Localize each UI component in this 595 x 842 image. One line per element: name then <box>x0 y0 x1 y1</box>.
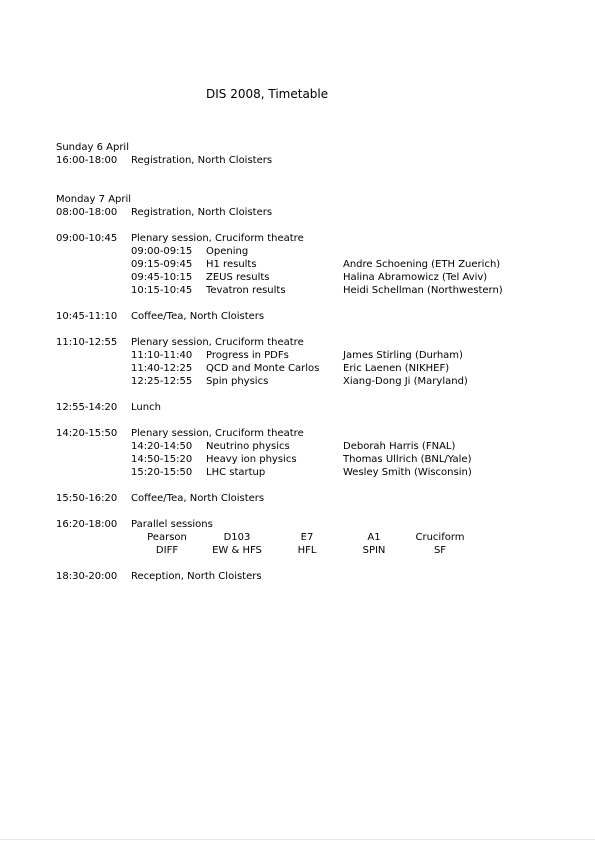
parallel-session: HFL <box>297 545 317 556</box>
entry-text: Plenary session, Cruciform theatre <box>131 233 304 244</box>
entry-text: Coffee/Tea, North Cloisters <box>131 493 265 504</box>
parallel-session: DIFF <box>155 545 179 556</box>
talk-speaker: Xiang-Dong Ji (Maryland) <box>343 376 468 387</box>
parallel-session: EW & HFS <box>212 545 262 556</box>
talk-title: Tevatron results <box>206 285 286 296</box>
parallel-room: E7 <box>300 532 314 543</box>
entry-time: 10:45-11:10 <box>56 311 118 322</box>
entry-time: 18:30-20:00 <box>56 571 118 582</box>
talk-speaker: Deborah Harris (FNAL) <box>343 441 456 452</box>
entry-text: Reception, North Cloisters <box>131 571 262 582</box>
talk-title: LHC startup <box>206 467 266 478</box>
talk-time: 12:25-12:55 <box>131 376 193 387</box>
entry-time: 16:20-18:00 <box>56 519 118 530</box>
entry-text: Plenary session, Cruciform theatre <box>131 337 304 348</box>
talk-speaker: Halina Abramowicz (Tel Aviv) <box>343 272 488 283</box>
parallel-room: Pearson <box>147 532 187 543</box>
entry-text: Coffee/Tea, North Cloisters <box>131 311 265 322</box>
entry-time: 14:20-15:50 <box>56 428 118 439</box>
talk-time: 14:50-15:20 <box>131 454 193 465</box>
page-bottom-edge <box>0 839 595 840</box>
day-heading-sunday: Sunday 6 April <box>56 142 129 153</box>
talk-title: Progress in PDFs <box>206 350 289 361</box>
parallel-session: SPIN <box>362 545 386 556</box>
entry-text: Plenary session, Cruciform theatre <box>131 428 304 439</box>
parallel-room: D103 <box>223 532 251 543</box>
entry-text: Parallel sessions <box>131 519 213 530</box>
talk-time: 15:20-15:50 <box>131 467 193 478</box>
talk-speaker: Wesley Smith (Wisconsin) <box>343 467 472 478</box>
talk-title: Opening <box>206 246 249 257</box>
talk-time: 11:10-11:40 <box>131 350 193 361</box>
talk-title: Spin physics <box>206 376 269 387</box>
entry-time: 11:10-12:55 <box>56 337 118 348</box>
day-heading-monday: Monday 7 April <box>56 194 132 205</box>
entry-time: 09:00-10:45 <box>56 233 118 244</box>
page-title: DIS 2008, Timetable <box>206 87 329 101</box>
entry-time: 15:50-16:20 <box>56 493 118 504</box>
talk-title: Heavy ion physics <box>206 454 297 465</box>
parallel-room: Cruciform <box>415 532 465 543</box>
talk-time: 09:00-09:15 <box>131 246 193 257</box>
talk-speaker: Thomas Ullrich (BNL/Yale) <box>343 454 472 465</box>
talk-title: ZEUS results <box>206 272 270 283</box>
talk-speaker: Heidi Schellman (Northwestern) <box>343 285 503 296</box>
talk-time: 11:40-12:25 <box>131 363 193 374</box>
talk-title: QCD and Monte Carlos <box>206 363 320 374</box>
entry-time: 08:00-18:00 <box>56 207 118 218</box>
talk-speaker: Andre Schoening (ETH Zuerich) <box>343 259 501 270</box>
entry-text: Lunch <box>131 402 161 413</box>
talk-time: 10:15-10:45 <box>131 285 193 296</box>
talk-speaker: James Stirling (Durham) <box>343 350 463 361</box>
talk-title: H1 results <box>206 259 257 270</box>
parallel-session: SF <box>433 545 447 556</box>
entry-time: 12:55-14:20 <box>56 402 118 413</box>
talk-speaker: Eric Laenen (NIKHEF) <box>343 363 450 374</box>
talk-time: 09:45-10:15 <box>131 272 193 283</box>
talk-title: Neutrino physics <box>206 441 290 452</box>
parallel-room: A1 <box>367 532 381 543</box>
entry-time: 16:00-18:00 <box>56 155 118 166</box>
entry-text: Registration, North Cloisters <box>131 155 273 166</box>
entry-text: Registration, North Cloisters <box>131 207 273 218</box>
talk-time: 14:20-14:50 <box>131 441 193 452</box>
talk-time: 09:15-09:45 <box>131 259 193 270</box>
